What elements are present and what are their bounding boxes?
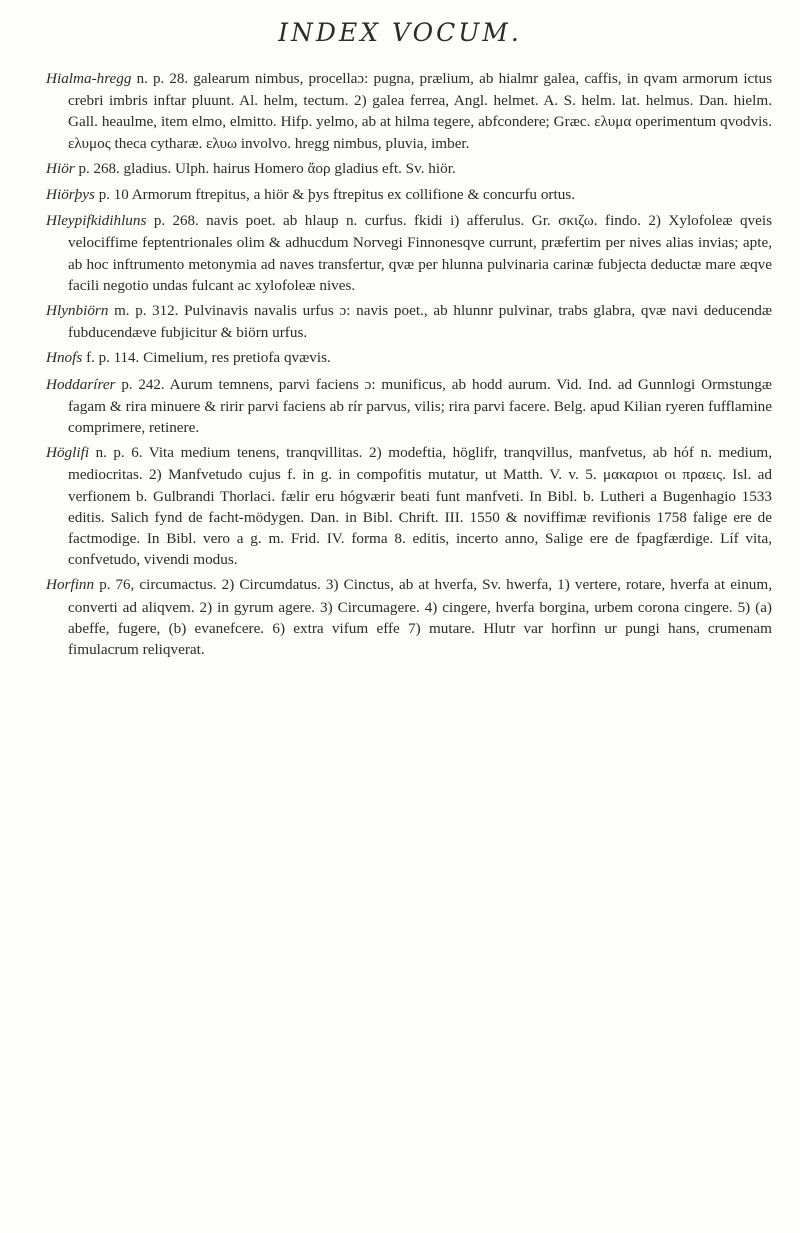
page-ref: p. 10	[98, 187, 129, 204]
entry-hleypifkidihluns	[46, 210, 772, 296]
definition: galearum nimbus, procellaɔ: pugna, prælium, ab hialmr galea, caffis, in qvam armorum ictus crebri imbris inftar pluunt. Al. helm, tectum. 2) galea ferrea, Angl. helmet. A. S. helm. lat. helmus. Dan. hielm. Gall. heaulme, item elmo, elmitto. Hifp. yelmo, ab at hilma tegere, abfcondere; Græc. ελυμα operimentum qvodvis. ελυμος theca cytharæ. ελυω involvo. hregg nimbus, pluvia, imber.	[68, 70, 773, 152]
entry-hnofs	[46, 347, 772, 369]
headword: Höglifi	[46, 444, 90, 462]
definition: Pulvinavis navalis urfus ɔ: navis poet., ab hlunnr pulvinar, trabs glabra, qvæ navi deducendæ fubducendæve fubjicitur & biörn urfus.	[68, 302, 773, 342]
entry-hior	[46, 158, 772, 180]
page-ref: n. p. 28.	[136, 71, 189, 87]
headword: Hleypifkidihluns	[46, 212, 147, 230]
headword: Hiörþys	[46, 186, 95, 204]
definition: Aurum temnens, parvi faciens ɔ: munificus, ab hodd aurum. Vid. Ind. ad Gunnlogi Ormstungæ fagam & rira minuere & ririr parvi faciens ab rír parvus, vilis; rira parvi facere. Belg. apud Kilian ryeren fufflamine comprimere, retinere.	[68, 375, 772, 437]
entries-column	[46, 68, 772, 664]
page-ref: m. p. 312.	[114, 303, 179, 320]
definition: circumactus. 2) Circumdatus. 3) Cinctus, ab at hverfa, Sv. hwerfa, 1) vertere, rotare, hverfa at einum, converti ad aliqvem. 2) in gyrum agere. 3) Circumagere. 4) cingere, hverfa borgina, urbem corona cingere. 5) (a) abeffe, fugere, (b) evanefcere. 6) extra vifum effe 7) mutare. Hlutr var horfinn ur pungi hans, crumenam fimulacrum reliqverat.	[68, 576, 773, 659]
entry-hiorthys	[46, 184, 772, 206]
headword: Hlynbiörn	[46, 302, 109, 320]
page-ref: p. 268.	[153, 213, 199, 230]
entry-hialma-hregg	[46, 68, 772, 154]
definition: Vita medium tenens, tranqvillitas. 2) modeftia, höglifr, tranqvillus, manfvetus, ab hóf n. medium, mediocritas. 2) Manfvetudo cujus f. in g. in compofitis mutatur, ut Matth. V. v. 5. μακαριοι οι πραεις. Isl. ad verfionem b. Gulbrandi Thorlaci. fælir eru hógværir beati funt manfveti. In Bibl. b. Lutheri a Bugenhagio 1533 editis. Salich fynd de facht-mödygen. Dan. in Bibl. Chrift. III. 1550 & noviffimæ revifionis 1758 falige ere de factmodige. In Bibl. vero a g. m. Frid. IV. forma 8. editis, incerto anno, Salige ere de fpagfærdige. Líf vita, confvetudo, vivendi modus.	[68, 444, 773, 569]
entry-horfinn	[46, 574, 772, 660]
page-ref: n. p. 6.	[95, 445, 143, 462]
page-ref: p. 268.	[78, 160, 120, 177]
definition: navis poet. ab hlaup n. curfus. fkidi i) afferulus. Gr. σκιζω. findo. 2) Xylofoleæ qveis velociffime feptentrionales olim & adhucdum Norvegi Finnonesqve currunt, præfertim per nives alias invias; apte, ab hoc inftrumento metonymia ad naves transfertur, qvæ per hlunna pulvinaria carinæ fubjecta deductæ mare æqve facili negotio undas fulcant ac xylofoleæ nives.	[68, 212, 773, 294]
headword: Hnofs	[46, 349, 83, 367]
definition: Armorum ftrepitus, a hiör & þys ftrepitus ex collifione & concurfu ortus.	[131, 186, 575, 204]
headword: Horfinn	[46, 576, 95, 594]
definition: Cimelium, res pretiofa qvævis.	[143, 349, 331, 367]
headword: Hoddarírer	[46, 375, 116, 393]
entry-hoglifi	[46, 442, 772, 570]
entry-hlynbiorn	[46, 300, 772, 343]
headword: Hialma-hregg	[46, 70, 132, 87]
page-ref: f. p. 114.	[86, 350, 140, 367]
running-header: INDEX VOCUM.	[278, 18, 522, 47]
definition: gladius. Ulph. hairus Homero ἄορ gladius eft. Sv. hiör.	[123, 159, 456, 177]
page-ref: p. 76,	[99, 577, 135, 594]
page-ref: p. 242.	[121, 376, 165, 393]
headword: Hiör	[46, 159, 75, 177]
entry-hoddarirer	[46, 374, 772, 439]
